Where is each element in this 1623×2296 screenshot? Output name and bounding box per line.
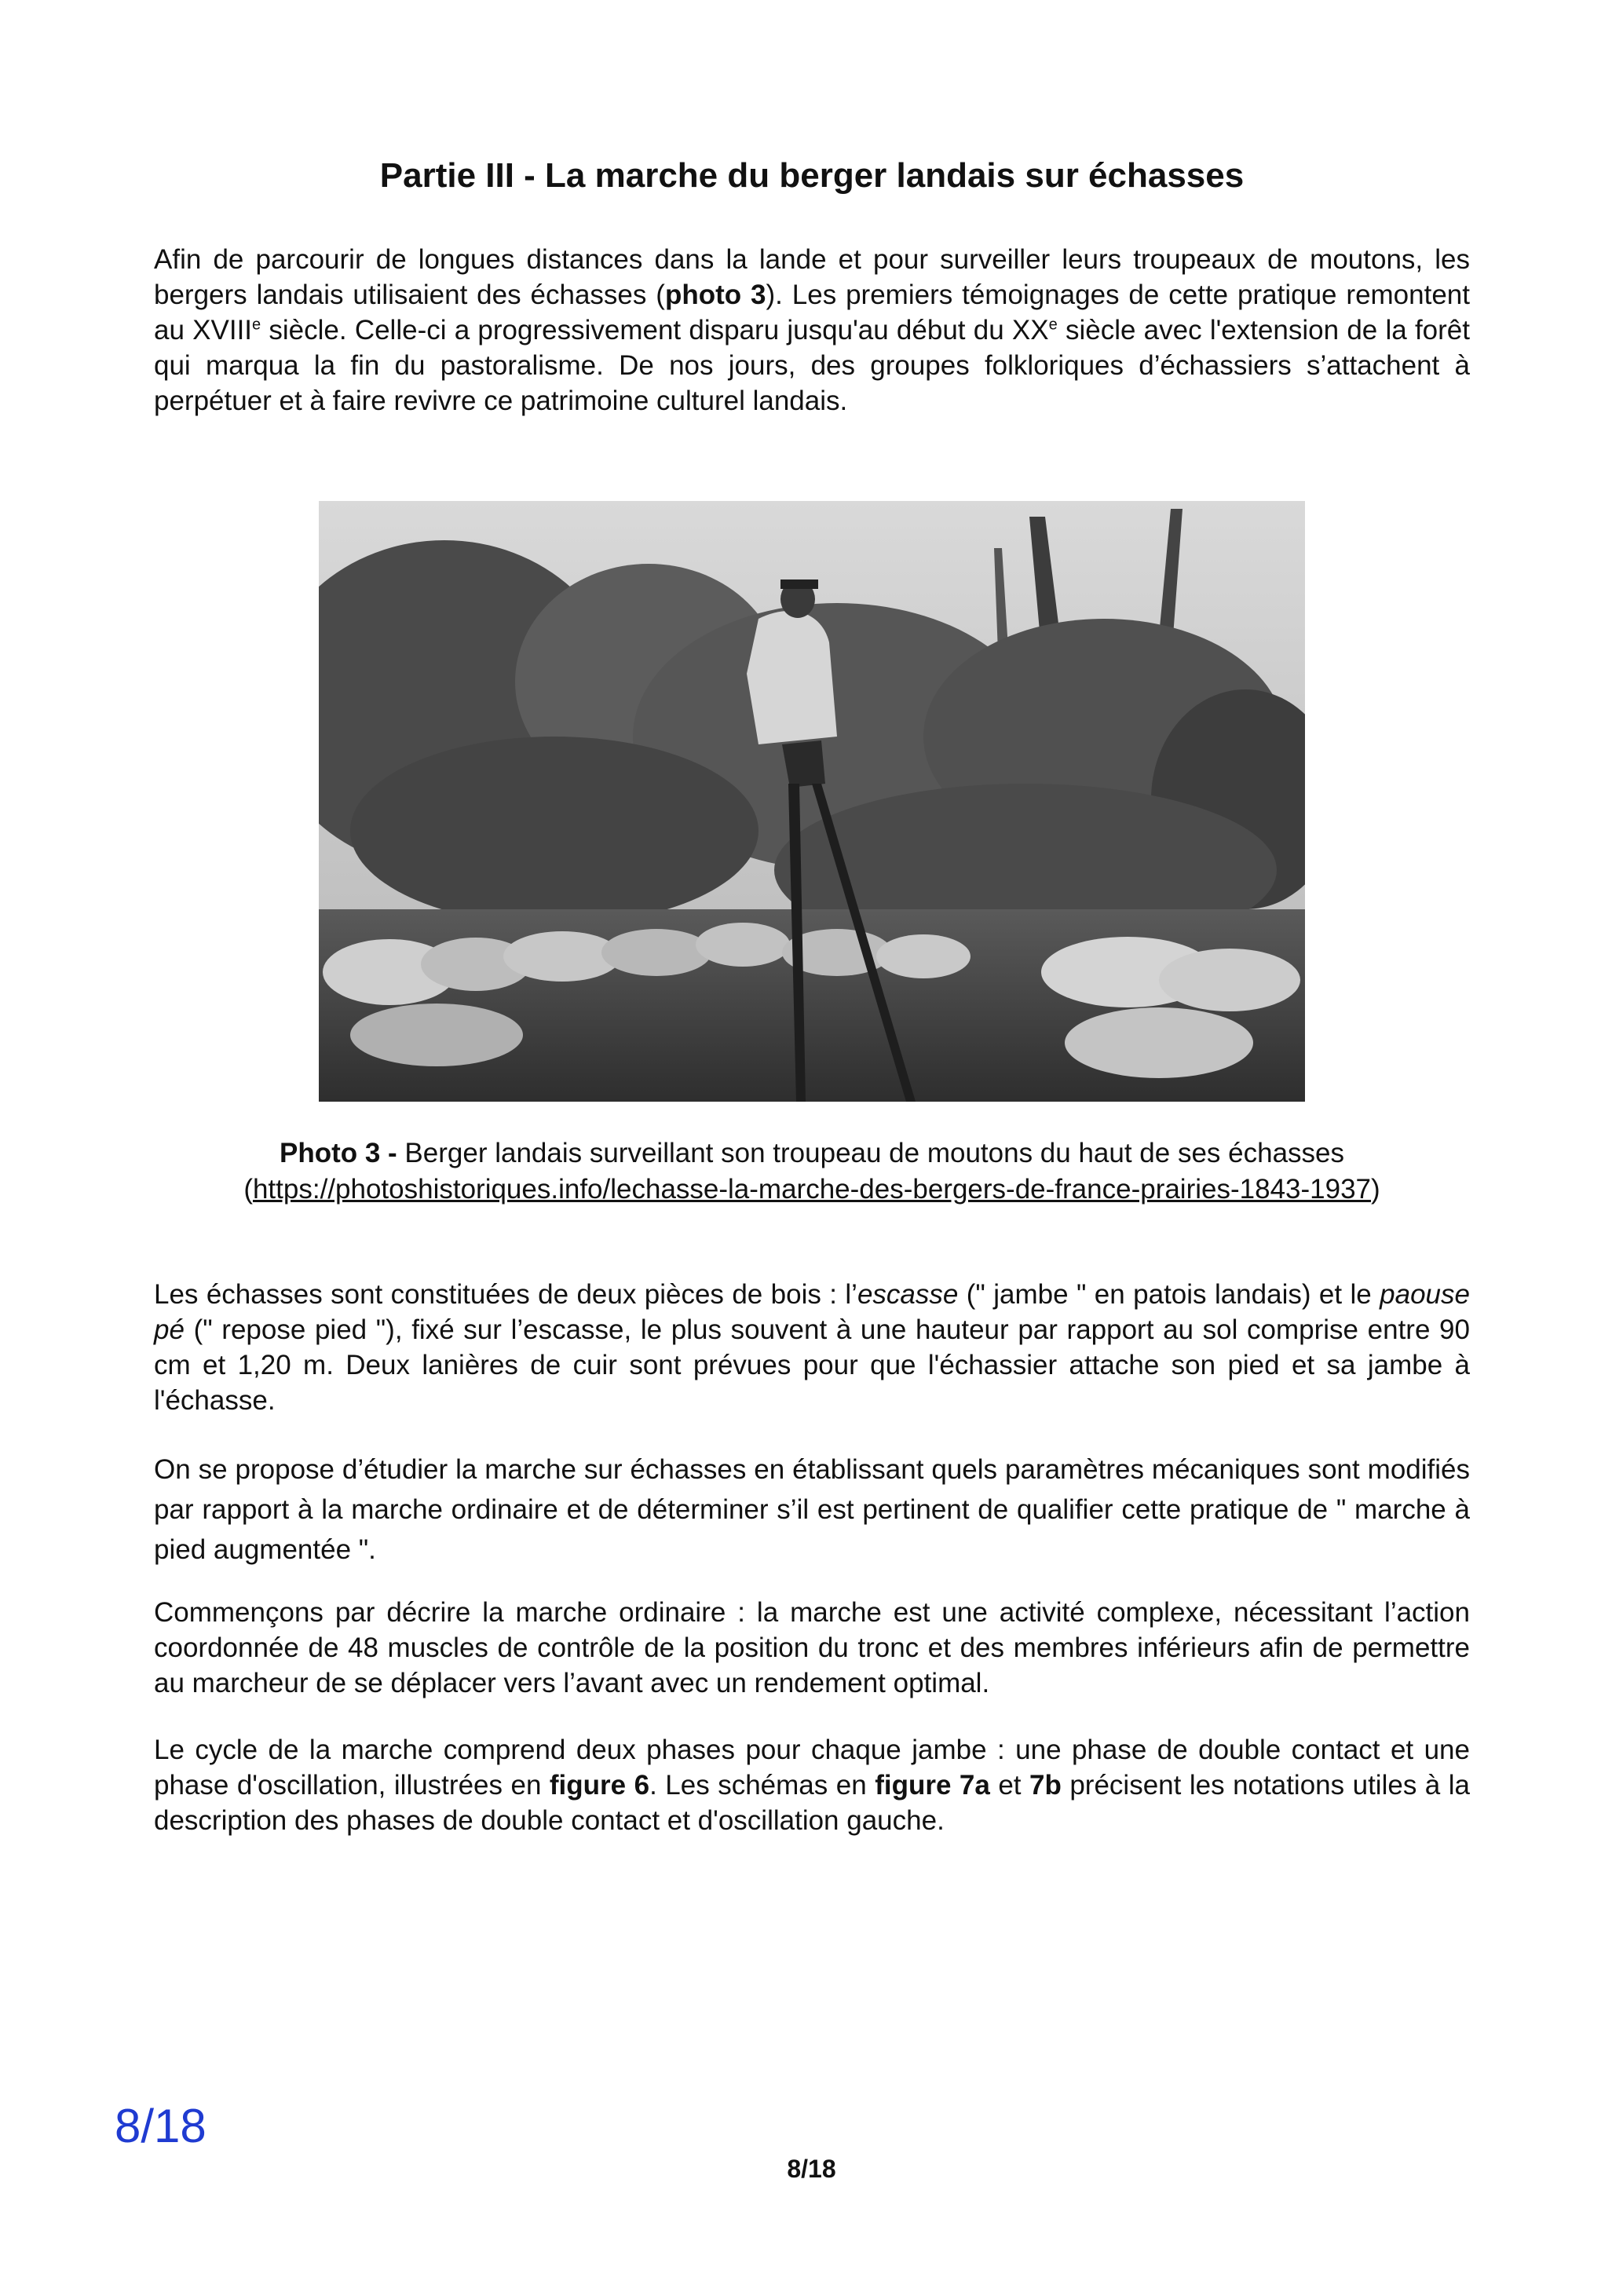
cycle-text-1: Le cycle de la marche comprend deux phases pour chaque jambe : une phase de double contact et une phase d'oscillation, illustrées en (154, 1735, 1470, 1801)
intro-text-3: siècle. Celle-ci a progressivement disparu jusqu'au début du XX (261, 315, 1049, 345)
photo-caption (154, 1135, 1470, 1208)
superscript-e: e (252, 316, 261, 334)
intro-text-4: siècle avec l'extension de la forêt qui marqua la fin du pastoralisme. De nos jours, des groupes folkloriques d’échassiers s’attachent à perpétuer et à faire revivre ce patrimoine culturel landais. (154, 315, 1470, 416)
figure-6-reference: figure 6 (549, 1770, 650, 1801)
cycle-text-2: . Les schémas en (649, 1770, 875, 1801)
page-number-footer: 8/18 (787, 2155, 836, 2183)
commencons-paragraph: Commençons par décrire la marche ordinaire : la marche est une activité complexe, nécessitant l’action coordonnée de 48 muscles de contrôle de la position du tronc et des membres inférieurs afin de permettre au marcheur de se déplacer vers l’avant avec un rendement optimal. (154, 1597, 1470, 1698)
superscript-e: e (1048, 316, 1058, 334)
intro-text-1: Afin de parcourir de longues distances dans la lande et pour surveiller leurs troupeaux de moutons, les bergers landais utilisaient des échasses ( (154, 244, 1470, 310)
photo-reference: photo 3 (664, 280, 766, 310)
caption-label: Photo 3 - (279, 1138, 397, 1168)
echasses-text-2: (" jambe " en patois landais) et le (958, 1279, 1380, 1310)
cycle-paragraph (154, 1732, 1470, 1838)
intro-paragraph (154, 242, 1470, 419)
page-number-annotation: 8/18 (115, 2100, 207, 2152)
figure-7a-reference: figure 7a (875, 1770, 990, 1801)
section-title: Partie III - La marche du berger landais sur échasses (379, 156, 1245, 195)
caption-text: Berger landais surveillant son troupeau de moutons du haut de ses échasses (397, 1138, 1345, 1168)
echasses-text-3: (" repose pied "), fixé sur l’escasse, le plus souvent à une hauteur par rapport au sol comprise entre 90 cm et 1,20 m. Deux lanières de cuir sont prévues pour que l'échassier attache son pied et sa jambe à l'échasse. (154, 1314, 1470, 1416)
echasses-text-1: Les échasses sont constituées de deux pièces de bois : l’ (154, 1279, 857, 1310)
term-escasse: escasse (857, 1279, 959, 1310)
cycle-text-3: et (989, 1770, 1029, 1801)
echasses-paragraph (154, 1277, 1470, 1418)
source-link[interactable]: https://photoshistoriques.info/lechasse-la-marche-des-bergers-de-france-prairies-1843-1937 (252, 1174, 1372, 1205)
caption-paren-close: ) (1371, 1174, 1380, 1205)
intro-text-2: ). Les premiers témoignages de cette pratique remontent au XVIII (154, 280, 1470, 345)
propose-paragraph: On se propose d’étudier la marche sur échasses en établissant quels paramètres mécaniques sont modifiés par rapport à la marche ordinaire et de déterminer s’il est pertinent de qualifier cette pratique de " marche à pied augmentée ". (154, 1454, 1470, 1565)
term-paouse-pe: paouse pé (154, 1279, 1470, 1345)
caption-paren-open: ( (243, 1174, 253, 1205)
cycle-text-4: précisent les notations utiles à la description des phases de double contact et d'oscillation gauche. (154, 1770, 1470, 1836)
shepherd-on-stilts-photo (319, 501, 1305, 1102)
figure-7b-reference: 7b (1029, 1770, 1062, 1801)
